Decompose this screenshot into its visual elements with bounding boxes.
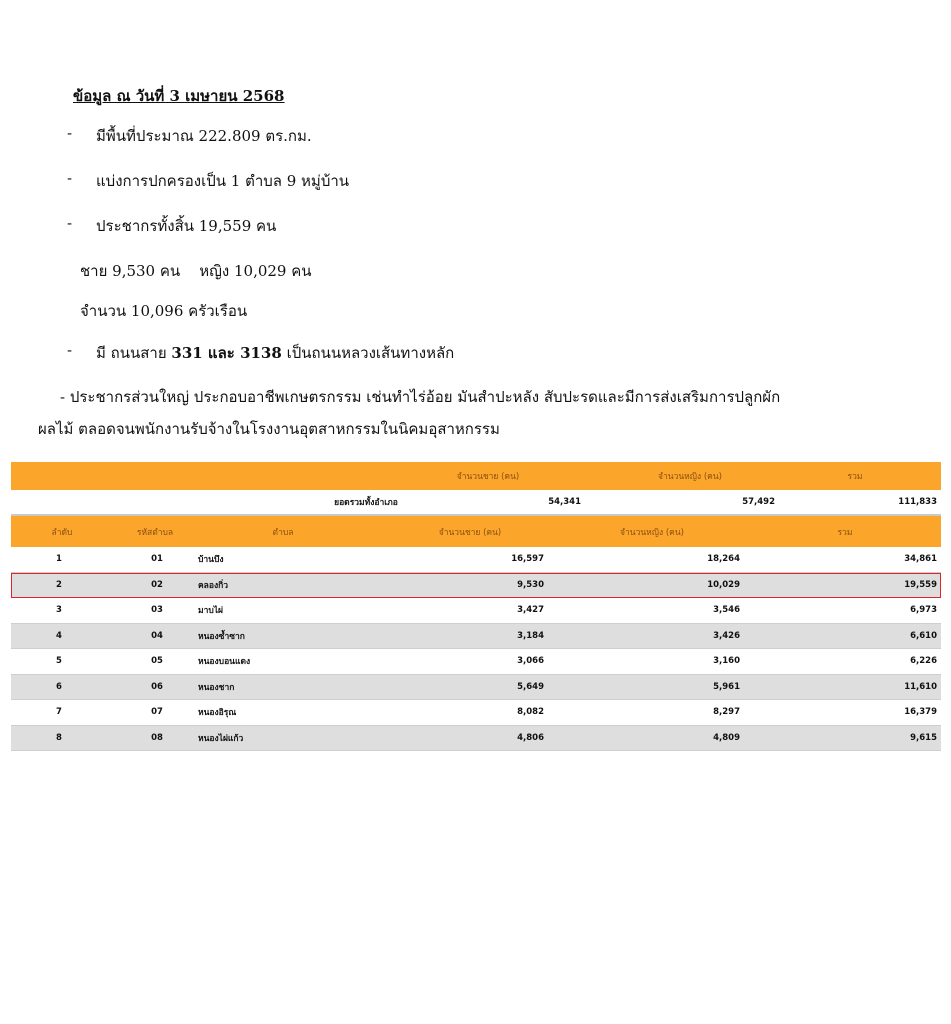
summary-header-male: จำนวนชาย (คน) <box>456 472 520 482</box>
cell-male: 3,427 <box>517 605 544 616</box>
cell-total: 11,610 <box>904 681 937 692</box>
cell-total: 6,610 <box>910 630 937 641</box>
summary-row <box>11 490 941 514</box>
page-title: ข้อมูล ณ วันที่ 3 เมษายน 2568 <box>73 87 285 105</box>
occupation-line-1: - ประชากรส่วนใหญ่ ประกอบอาชีพเกษตรกรรม เช่นทำไร่อ้อย มันสำปะหลัง สับปะรดและมีการส่งเสริมการปลูกผัก <box>60 388 781 406</box>
cell-male: 5,649 <box>517 681 544 692</box>
summary-label: ยอดรวมทั้งอำเภอ <box>334 498 398 508</box>
cell-name: หนองซ้ำซาก <box>198 631 245 642</box>
summary-header-female: จำนวนหญิง (คน) <box>658 472 722 482</box>
header-no[interactable]: ลำดับ <box>51 527 73 538</box>
cell-code: 08 <box>151 732 163 743</box>
cell-code: 04 <box>151 630 163 641</box>
population-text: ประชากรทั้งสิ้น 19,559 คน <box>96 217 277 235</box>
cell-code: 07 <box>151 707 163 718</box>
cell-female: 5,961 <box>713 681 740 692</box>
table-row <box>11 649 941 675</box>
cell-no: 2 <box>56 579 62 590</box>
table-row <box>11 700 941 726</box>
summary-male: 54,341 <box>548 497 581 507</box>
summary-female: 57,492 <box>742 497 775 507</box>
cell-total: 6,226 <box>910 656 937 667</box>
cell-no: 5 <box>56 656 62 667</box>
cell-name: คลองกิ่ว <box>198 580 229 591</box>
population-table <box>11 462 941 751</box>
gender-text: ชาย 9,530 คน หญิง 10,029 คน <box>80 262 312 280</box>
cell-male: 16,597 <box>511 554 544 565</box>
cell-male: 3,066 <box>517 656 544 667</box>
cell-name: มาบไผ่ <box>198 606 224 617</box>
roads-text <box>96 341 454 365</box>
cell-total: 16,379 <box>904 707 937 718</box>
area-text: มีพื้นที่ประมาณ 222.809 ตร.กม. <box>96 127 312 145</box>
cell-code: 03 <box>151 605 163 616</box>
cell-female: 18,264 <box>707 554 740 565</box>
cell-female: 10,029 <box>707 579 740 590</box>
cell-female: 3,160 <box>713 656 740 667</box>
header-female[interactable]: จำนวนหญิง (คน) <box>620 527 684 538</box>
roads-pre: มี ถนนสาย <box>96 344 172 362</box>
cell-total: 34,861 <box>904 554 937 565</box>
cell-code: 02 <box>151 579 163 590</box>
cell-total: 6,973 <box>910 605 937 616</box>
cell-total: 19,559 <box>904 579 937 590</box>
cell-code: 06 <box>151 681 163 692</box>
roads-post: เป็นถนนหลวงเส้นทางหลัก <box>281 344 455 362</box>
cell-name: บ้านบึง <box>198 555 224 566</box>
table-row <box>11 547 941 573</box>
cell-total: 9,615 <box>910 732 937 743</box>
cell-female: 4,809 <box>713 732 740 743</box>
cell-male: 9,530 <box>517 579 544 590</box>
header-male[interactable]: จำนวนชาย (คน) <box>438 527 502 538</box>
roads-numbers: 331 และ 3138 <box>171 344 282 362</box>
households-text: จำนวน 10,096 ครัวเรือน <box>80 302 248 320</box>
admin-text: แบ่งการปกครองเป็น 1 ตำบล 9 หมู่บ้าน <box>96 172 350 190</box>
cell-name: หนองไผ่แก้ว <box>198 733 244 744</box>
cell-no: 6 <box>56 681 62 692</box>
table-row <box>11 624 941 650</box>
table-row-highlighted <box>11 573 941 599</box>
cell-no: 3 <box>56 605 62 616</box>
cell-female: 8,297 <box>713 707 740 718</box>
bullet: - <box>67 214 73 232</box>
cell-male: 3,184 <box>517 630 544 641</box>
header-total[interactable]: รวม <box>837 527 853 538</box>
summary-header-row <box>11 462 941 490</box>
header-code[interactable]: รหัสตำบล <box>136 527 174 538</box>
cell-name: หนองอิรุณ <box>198 708 237 719</box>
bullet: - <box>67 169 73 187</box>
cell-no: 1 <box>56 554 62 565</box>
table-row <box>11 726 941 752</box>
cell-female: 3,426 <box>713 630 740 641</box>
cell-female: 3,546 <box>713 605 740 616</box>
cell-code: 05 <box>151 656 163 667</box>
cell-male: 4,806 <box>517 732 544 743</box>
cell-no: 4 <box>56 630 62 641</box>
cell-no: 8 <box>56 732 62 743</box>
cell-code: 01 <box>151 554 163 565</box>
cell-no: 7 <box>56 707 62 718</box>
bullet: - <box>67 124 73 142</box>
occupation-line-2: ผลไม้ ตลอดจนพนักงานรับจ้างในโรงงานอุตสาหกรรมในนิคมอุสาหกรรม <box>38 420 500 438</box>
table-header-row <box>11 514 941 547</box>
cell-name: หนองชาก <box>198 682 235 693</box>
header-name[interactable]: ตำบล <box>272 527 294 538</box>
cell-name: หนองบอนแดง <box>198 657 251 668</box>
table-row <box>11 675 941 701</box>
summary-header-total: รวม <box>847 472 863 482</box>
table-row <box>11 598 941 624</box>
cell-male: 8,082 <box>517 707 544 718</box>
bullet: - <box>67 341 73 359</box>
summary-total: 111,833 <box>898 497 937 507</box>
